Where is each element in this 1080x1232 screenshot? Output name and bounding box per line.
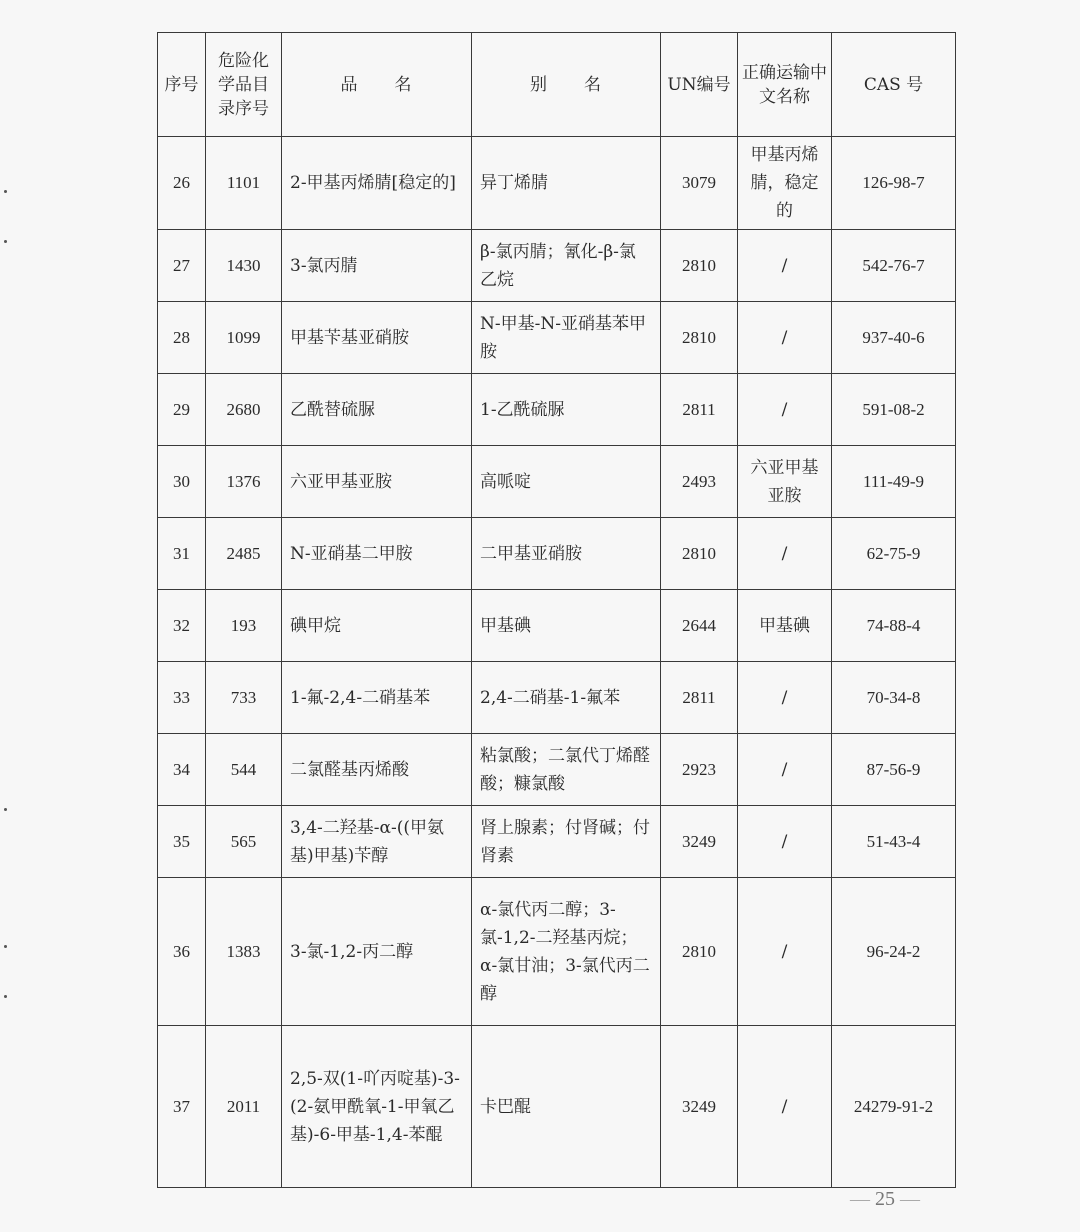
cell-cas: 70-34-8: [832, 662, 956, 734]
cell-un-number: 2810: [661, 302, 738, 374]
cell-cas: 542-76-7: [832, 230, 956, 302]
cell-catalog-no: 565: [206, 806, 282, 878]
cell-un-number: 2811: [661, 374, 738, 446]
cell-un-number: 2811: [661, 662, 738, 734]
cell-transport-name: /: [738, 734, 832, 806]
cell-un-number: 2810: [661, 878, 738, 1026]
cell-name: N-亚硝基二甲胺: [282, 518, 472, 590]
cell-un-number: 3249: [661, 1026, 738, 1188]
cell-no: 35: [158, 806, 206, 878]
cell-cas: 74-88-4: [832, 590, 956, 662]
col-header-no: 序号: [158, 33, 206, 137]
cell-name: 2-甲基丙烯腈[稳定的]: [282, 137, 472, 230]
cell-transport-name: /: [738, 806, 832, 878]
cell-name: 3-氯丙腈: [282, 230, 472, 302]
cell-no: 30: [158, 446, 206, 518]
edge-mark: [4, 240, 7, 243]
edge-mark: [4, 190, 7, 193]
cell-alias: 二甲基亚硝胺: [472, 518, 661, 590]
cell-alias: α-氯代丙二醇；3-氯-1,2-二羟基丙烷；α-氯甘油；3-氯代丙二醇: [472, 878, 661, 1026]
cell-un-number: 3249: [661, 806, 738, 878]
cell-name: 1-氟-2,4-二硝基苯: [282, 662, 472, 734]
cell-alias: β-氯丙腈；氰化-β-氯乙烷: [472, 230, 661, 302]
header-row: [158, 33, 956, 137]
col-header-catalog-no: 危险化学品目录序号: [206, 33, 282, 137]
col-header-alias: 别 名: [472, 33, 661, 137]
page-number-dash: —: [895, 1188, 920, 1210]
cell-alias: 肾上腺素；付肾碱；付肾素: [472, 806, 661, 878]
cell-transport-name: /: [738, 878, 832, 1026]
cell-transport-name: /: [738, 374, 832, 446]
cell-no: 28: [158, 302, 206, 374]
cell-name: 二氯醛基丙烯酸: [282, 734, 472, 806]
table-row: [158, 137, 956, 230]
cell-transport-name: 甲基碘: [738, 590, 832, 662]
cell-no: 36: [158, 878, 206, 1026]
cell-no: 34: [158, 734, 206, 806]
cell-catalog-no: 2485: [206, 518, 282, 590]
table-row: [158, 662, 956, 734]
cell-catalog-no: 1099: [206, 302, 282, 374]
page-number-dash: —: [850, 1188, 875, 1210]
cell-no: 32: [158, 590, 206, 662]
table-row: [158, 590, 956, 662]
cell-name: 甲基苄基亚硝胺: [282, 302, 472, 374]
cell-catalog-no: 733: [206, 662, 282, 734]
cell-catalog-no: 2680: [206, 374, 282, 446]
cell-un-number: 3079: [661, 137, 738, 230]
cell-transport-name: 甲基丙烯腈，稳定的: [738, 137, 832, 230]
table-row: [158, 878, 956, 1026]
cell-alias: 卡巴醌: [472, 1026, 661, 1188]
cell-cas: 24279-91-2: [832, 1026, 956, 1188]
cell-alias: 甲基碘: [472, 590, 661, 662]
cell-cas: 96-24-2: [832, 878, 956, 1026]
cell-name: 3,4-二羟基-α-((甲氨基)甲基)苄醇: [282, 806, 472, 878]
cell-un-number: 2493: [661, 446, 738, 518]
cell-no: 27: [158, 230, 206, 302]
cell-cas: 591-08-2: [832, 374, 956, 446]
cell-un-number: 2923: [661, 734, 738, 806]
cell-no: 29: [158, 374, 206, 446]
cell-cas: 126-98-7: [832, 137, 956, 230]
cell-transport-name: /: [738, 230, 832, 302]
cell-catalog-no: 1101: [206, 137, 282, 230]
table-row: [158, 806, 956, 878]
table-row: [158, 734, 956, 806]
cell-catalog-no: 1430: [206, 230, 282, 302]
table-row: [158, 518, 956, 590]
page-number: [820, 1188, 950, 1211]
cell-cas: 62-75-9: [832, 518, 956, 590]
col-header-un-number: UN编号: [661, 33, 738, 137]
cell-cas: 87-56-9: [832, 734, 956, 806]
cell-alias: 异丁烯腈: [472, 137, 661, 230]
cell-un-number: 2810: [661, 518, 738, 590]
cell-name: 碘甲烷: [282, 590, 472, 662]
cell-name: 乙酰替硫脲: [282, 374, 472, 446]
chemicals-table: [157, 32, 956, 1188]
col-header-name: 品 名: [282, 33, 472, 137]
cell-un-number: 2644: [661, 590, 738, 662]
edge-mark: [4, 945, 7, 948]
cell-alias: N-甲基-N-亚硝基苯甲胺: [472, 302, 661, 374]
cell-transport-name: /: [738, 1026, 832, 1188]
table-row: [158, 446, 956, 518]
cell-un-number: 2810: [661, 230, 738, 302]
cell-catalog-no: 1383: [206, 878, 282, 1026]
page-number-value: 25: [875, 1188, 895, 1210]
cell-alias: 粘氯酸；二氯代丁烯醛酸；糠氯酸: [472, 734, 661, 806]
cell-alias: 2,4-二硝基-1-氟苯: [472, 662, 661, 734]
col-header-transport-name: 正确运输中文名称: [738, 33, 832, 137]
cell-catalog-no: 544: [206, 734, 282, 806]
cell-alias: 1-乙酰硫脲: [472, 374, 661, 446]
cell-alias: 高哌啶: [472, 446, 661, 518]
cell-transport-name: /: [738, 518, 832, 590]
table-row: [158, 1026, 956, 1188]
cell-transport-name: 六亚甲基亚胺: [738, 446, 832, 518]
cell-catalog-no: 2011: [206, 1026, 282, 1188]
cell-cas: 111-49-9: [832, 446, 956, 518]
cell-transport-name: /: [738, 662, 832, 734]
table-row: [158, 374, 956, 446]
table-row: [158, 302, 956, 374]
cell-catalog-no: 1376: [206, 446, 282, 518]
cell-name: 六亚甲基亚胺: [282, 446, 472, 518]
col-header-cas: CAS 号: [832, 33, 956, 137]
cell-no: 26: [158, 137, 206, 230]
table-row: [158, 230, 956, 302]
cell-name: 3-氯-1,2-丙二醇: [282, 878, 472, 1026]
cell-no: 33: [158, 662, 206, 734]
cell-no: 31: [158, 518, 206, 590]
cell-no: 37: [158, 1026, 206, 1188]
edge-mark: [4, 808, 7, 811]
cell-name: 2,5-双(1-吖丙啶基)-3-(2-氨甲酰氧-1-甲氧乙基)-6-甲基-1,4-苯醌: [282, 1026, 472, 1188]
edge-mark: [4, 995, 7, 998]
cell-cas: 937-40-6: [832, 302, 956, 374]
cell-cas: 51-43-4: [832, 806, 956, 878]
cell-transport-name: /: [738, 302, 832, 374]
cell-catalog-no: 193: [206, 590, 282, 662]
